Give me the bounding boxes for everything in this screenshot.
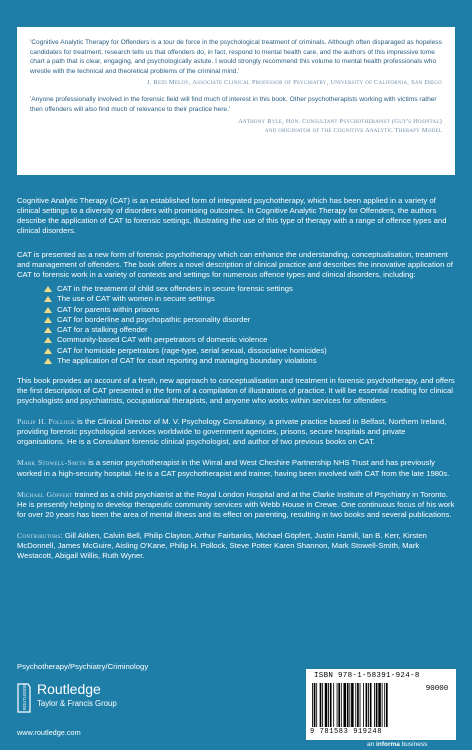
publisher-url: www.routledge.com [17,728,81,737]
price-code: 90000 [425,685,449,693]
endorsement-attribution-2b: and originator of the Cognitive Analytic Therapy Model [265,126,442,134]
publisher-name: Routledge [37,681,101,697]
author-bio-pollock: Philip H. Pollock is the Clinical Director of M. V. Psychology Consultancy, a private practice based in Belfast, Northern Ireland, providing forensic psychological services worldwide to government agencies, prisons, secure hospitals and private organisations. He is a Consultant forensic clinical psychologist, and author of two previous books on CAT. [17,417,447,447]
contributors-list: Contributors: Gill Aitken, Calvin Bell, Philip Clayton, Arthur Fairbanks, Michael Göpfert, Justin Hamill, Ian B. Kerr, Kirsten McDonnell, James McGuire, Aisling O'Kane, Philip H. Pollock, Steve Potter Karen Shannon, Mark Stowell-Smith, Mark Westacott, Abigail Willis, Ruth Wyner. [17,530,427,561]
triangle-bullet-icon [44,307,52,313]
triangle-bullet-icon [44,348,52,354]
description-paragraph-3: This book provides an account of a fresh, new approach to conceptualisation and treatment in forensic psychotherapy, and offers the first description of CAT presented in the form of a compilation of illustrations of practice. It will be essential reading for clinical psychologists and psychiatrists, occupational therapists, and anyone who works within services for offenders. [17,375,455,406]
list-item: CAT for a stalking offender [44,325,455,335]
informa-business-tag: an informa business [367,741,428,748]
svg-text:ROUTLEDGE: ROUTLEDGE [22,683,27,710]
endorsement-attribution-1: J. Reid Meloy, Associate Clinical Professor of Psychiatry, University of California, San Diego [146,79,442,87]
publisher-logo [17,681,177,721]
endorsement-box [17,27,455,175]
author-bio-stowell-smith: Mark Stowell-Smith is a senior psychotherapist in the Wirral and West Cheshire Partnership NHS Trust and has previously worked in a high-security hospital. He is a CAT psychotherapist and trainer, having been involved with CAT from the late 1980s. [17,458,450,478]
triangle-bullet-icon [44,286,52,292]
list-item: Community-based CAT with perpetrators of domestic violence [44,335,455,345]
description-paragraph-2: CAT is presented as a new form of forensic psychotherapy which can enhance the understanding, conceptualisation, treatment and management of offenders. The book offers a novel description of clinical practice and describes the innovative application of CAT to forensic work in a variety of contexts and settings for numerous offence types and clinical disorders, including: [17,250,453,280]
triangle-bullet-icon [44,317,52,323]
routledge-mark-icon [17,683,31,713]
endorsement-attribution-2a: Anthony Ryle, Hon. Consultant Psychotherapist (Guy's Hospital) [238,117,442,125]
endorsement-quote-2: 'Anyone professionally involved in the forensic field will find much of interest in this book. Other psychotherapists working with victims rather then offenders will also find much of relevance to their practice here.' [30,96,437,113]
description-paragraph-1: Cognitive Analytic Therapy (CAT) is an established form of integrated psychotherapy, which has been applied in a variety of clinical settings to a diversity of disorders with promising outcomes. In Cognitive Analytic Therapy for Offenders, the authors describe the application of CAT to forensic settings, illustrating the use of this type of therapy with a range of offence types and clinical disorders. [17,196,447,236]
list-item: The use of CAT with women in secure settings [44,294,455,304]
triangle-bullet-icon [44,327,52,333]
barcode-digits: 9 781583 919248 [310,728,383,736]
book-description [17,196,455,561]
publisher-group: Taylor & Francis Group [37,699,117,708]
list-item: CAT for parents within prisons [44,305,455,315]
list-item: CAT in the treatment of child sex offenders in secure forensic settings [44,284,455,294]
list-item: CAT for homicide perpetrators (rage-type, serial sexual, dissociative homicides) [44,346,455,356]
triangle-bullet-icon [44,296,52,302]
author-bio-gopfert: Michael Göpfert trained as a child psychiatrist at the Royal London Hospital and at the Clarke Institute of Psychiatry in Toronto. He is presently helping to develop therapeutic community services with Webb House in Crewe. One continuous focus of his work for over 20 years has been the area of mental illness and its effect on parenting, resulting in two books and several publications. [17,489,455,519]
barcode [306,669,456,740]
triangle-bullet-icon [44,358,52,364]
topics-list [44,284,455,366]
isbn-number: ISBN 978-1-58391-924-8 [314,672,420,680]
subject-category: Psychotherapy/Psychiatry/Criminology [17,662,149,671]
list-item: The application of CAT for court reporting and managing boundary violations [44,356,455,366]
triangle-bullet-icon [44,337,52,343]
list-item: CAT for borderline and psychopathic personality disorder [44,315,455,325]
barcode-bars [310,683,452,727]
endorsement-quote-1: 'Cognitive Analytic Therapy for Offenders is a tour de force in the psychological treatment of criminals. Although often disparaged as hopeless candidates for treatment, research tells us that offenders do, in fact, respond to mental health care, and the authors of this impressive tome chart a path that is clear, engaging, and psychologically astute. I would strongly recommend this volume to mental health professionals who wrestle with the technical and theoretical problems of the criminal mind.' [30,39,442,75]
